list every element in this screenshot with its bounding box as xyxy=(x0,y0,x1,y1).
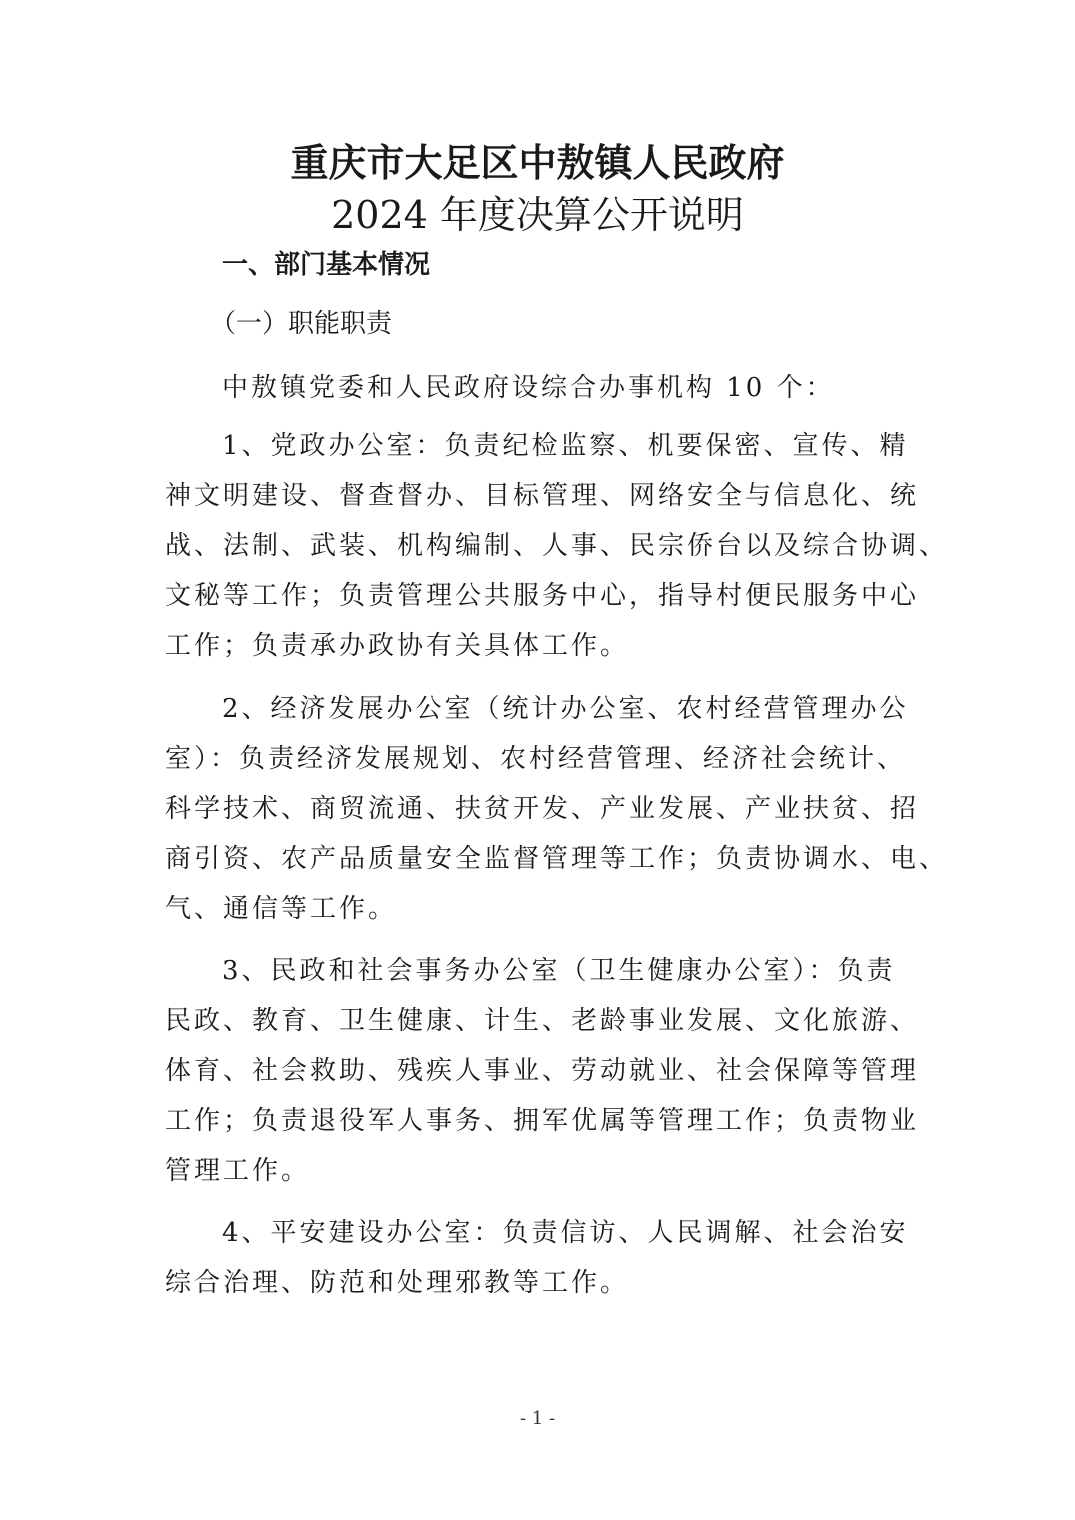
paragraph-line: 1、党政办公室：负责纪检监察、机要保密、宣传、精 xyxy=(222,431,909,461)
paragraph-line: 神文明建设、督查督办、目标管理、网络安全与信息化、统 xyxy=(165,481,920,511)
subsection-heading: （一）职能职责 xyxy=(210,309,393,339)
paragraph-line: 工作；负责承办政协有关具体工作。 xyxy=(165,631,630,661)
paragraph-line: 2、经济发展办公室（统计办公室、农村经营管理办公 xyxy=(222,694,909,724)
paragraph-line: 气、通信等工作。 xyxy=(165,894,398,924)
paragraph-line: 战、法制、武装、机构编制、人事、民宗侨台以及综合协调、 xyxy=(165,531,949,561)
intro-paragraph: 中敖镇党委和人民政府设综合办事机构 10 个： xyxy=(222,373,835,403)
document-title-line2: 2024 年度决算公开说明 xyxy=(331,193,744,237)
paragraph-line: 管理工作。 xyxy=(165,1156,311,1186)
paragraph-line: 3、民政和社会事务办公室（卫生健康办公室）：负责 xyxy=(222,956,896,986)
document-title-line1: 重庆市大足区中敖镇人民政府 xyxy=(290,140,785,185)
paragraph-line: 科学技术、商贸流通、扶贫开发、产业发展、产业扶贫、招 xyxy=(165,794,920,824)
section-heading: 一、部门基本情况 xyxy=(222,250,431,280)
paragraph-line: 4、平安建设办公室：负责信访、人民调解、社会治安 xyxy=(222,1218,909,1248)
paragraph-line: 民政、教育、卫生健康、计生、老龄事业发展、文化旅游、 xyxy=(165,1006,920,1036)
paragraph-line: 工作；负责退役军人事务、拥军优属等管理工作；负责物业 xyxy=(165,1106,920,1136)
paragraph-line: 体育、社会救助、残疾人事业、劳动就业、社会保障等管理 xyxy=(165,1056,920,1086)
paragraph-line: 综合治理、防范和处理邪教等工作。 xyxy=(165,1268,630,1298)
page-number: - 1 - xyxy=(519,1408,556,1429)
paragraph-line: 商引资、农产品质量安全监督管理等工作；负责协调水、电、 xyxy=(165,844,949,874)
paragraph-line: 室）：负责经济发展规划、农村经营管理、经济社会统计、 xyxy=(165,744,907,774)
paragraph-line: 文秘等工作；负责管理公共服务中心，指导村便民服务中心 xyxy=(165,581,920,611)
